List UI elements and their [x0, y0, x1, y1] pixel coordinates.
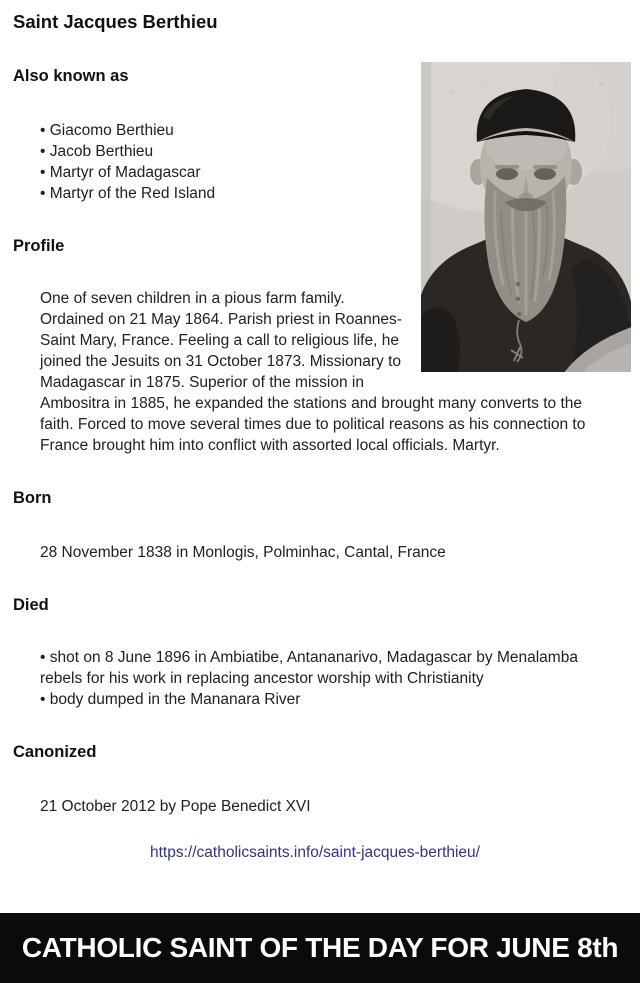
source-link-row: [13, 842, 617, 863]
banner-text: CATHOLIC SAINT OF THE DAY FOR JUNE 8th: [21, 932, 619, 963]
list-item: • Martyr of Madagascar: [40, 164, 201, 181]
list-item: • shot on 8 June 1896 in Ambiatibe, Antananarivo, Madagascar by Menalamba rebels for his work in replacing ancestor worship with Christianity: [40, 649, 578, 687]
died-list: [13, 647, 617, 710]
section-heading-born: Born: [13, 489, 52, 507]
list-item: • body dumped in the Mananara River: [40, 691, 301, 708]
born-text: 28 November 1838 in Monlogis, Polminhac, Cantal, France: [40, 544, 446, 561]
list-item: • Giacomo Berthieu: [40, 122, 174, 139]
list-item: • Martyr of the Red Island: [40, 185, 216, 202]
section-heading-also-known-as: Also known as: [13, 67, 129, 85]
section-heading-profile: Profile: [13, 237, 65, 255]
bottom-banner: [0, 913, 640, 983]
profile-paragraph: One of seven children in a pious farm family. Ordained on 21 May 1864. Parish priest in Roannes-Saint Mary, France. Feeling a call to religious life, he joined the Jesuits on 31 October 1873. Missionary to Madagascar in 1875. Superior of the mission in Ambositra in 1885, he expanded the stations and brought many converts to the faith. Forced to move several times due to political reasons as his connection to France brought him into conflict with assorted local officials. Martyr.: [40, 290, 586, 454]
saint-portrait-photo: [421, 62, 631, 372]
canonized-text: 21 October 2012 by Pope Benedict XVI: [40, 798, 311, 815]
section-heading-died: Died: [13, 596, 49, 614]
section-heading-canonized: Canonized: [13, 743, 97, 761]
source-link[interactable]: https://catholicsaints.info/saint-jacques-berthieu/: [150, 844, 480, 861]
page-title: Saint Jacques Berthieu: [13, 11, 218, 32]
list-item: • Jacob Berthieu: [40, 143, 154, 160]
